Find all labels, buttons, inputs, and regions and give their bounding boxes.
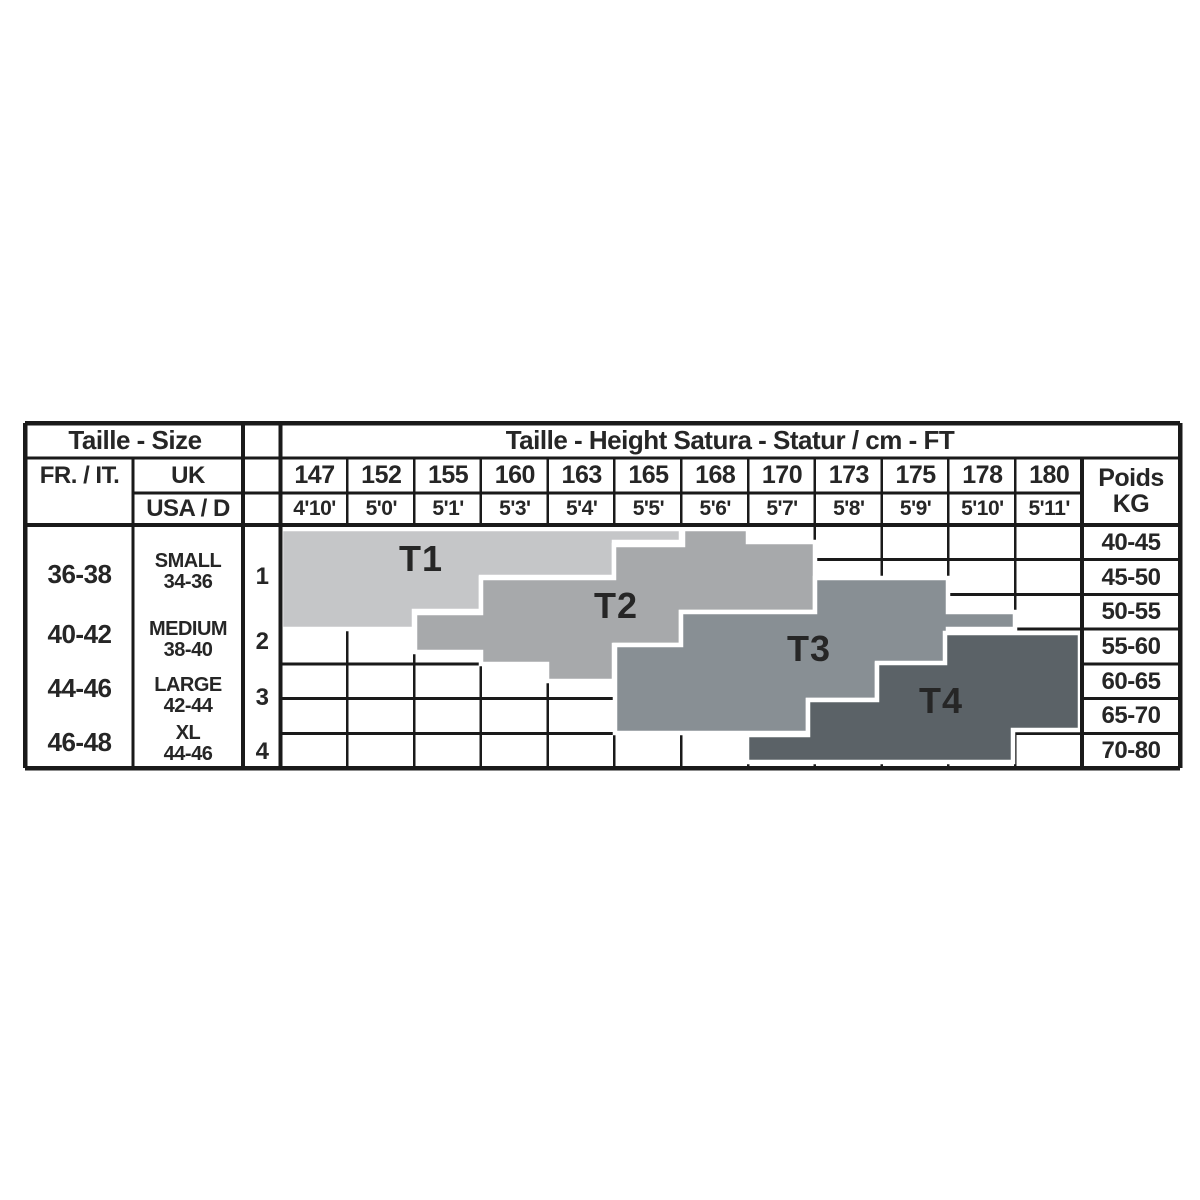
header-uk: UK (171, 461, 205, 489)
size-band-label-T3: T3 (786, 627, 832, 669)
weight-kg-55-60: 55-60 (1101, 633, 1161, 661)
size-fr-it-46-48: 46-48 (47, 727, 112, 758)
weight-kg-70-80: 70-80 (1101, 737, 1161, 765)
size-uk-name: MEDIUM (148, 618, 228, 640)
size-uk-range: 38-40 (163, 639, 213, 661)
height-ft-2: 5'1' (432, 496, 464, 520)
size-uk-range: 44-46 (163, 743, 213, 765)
height-ft-10: 5'10' (961, 496, 1004, 520)
header-kg: KG (1112, 490, 1150, 518)
size-uk-3 (134, 724, 242, 764)
height-cm-165: 165 (628, 461, 669, 490)
height-ft-11: 5'11' (1028, 496, 1070, 520)
height-ft-4: 5'4' (565, 496, 598, 520)
size-uk-range: 34-36 (163, 571, 213, 593)
height-cm-170: 170 (761, 461, 803, 490)
weight-kg-50-55: 50-55 (1101, 598, 1161, 626)
size-uk-0 (134, 552, 242, 592)
height-ft-6: 5'6' (699, 496, 731, 520)
height-cm-168: 168 (695, 461, 736, 490)
size-band-label-T1: T1 (398, 537, 444, 579)
header-usa-d: USA / D (146, 495, 230, 523)
height-ft-5: 5'5' (632, 496, 665, 520)
size-uk-range: 42-44 (163, 695, 213, 717)
size-fr-it-40-42: 40-42 (47, 619, 112, 650)
size-uk-name: XL (175, 722, 201, 744)
height-ft-1: 5'0' (365, 496, 397, 520)
height-cm-175: 175 (895, 461, 936, 490)
main-title: Taille - Height Satura - Statur / cm - FT (505, 424, 955, 455)
height-cm-160: 160 (494, 461, 535, 490)
size-uk-2 (134, 676, 242, 716)
header-fr-it: FR. / IT. (39, 461, 120, 489)
corner-title: Taille - Size (68, 424, 202, 455)
header-poids-kg (1083, 459, 1179, 523)
height-ft-0: 4'10' (293, 496, 336, 520)
height-cm-173: 173 (828, 461, 869, 490)
height-cm-152: 152 (361, 461, 402, 490)
height-ft-3: 5'3' (499, 496, 531, 520)
size-band-label-T2: T2 (593, 584, 639, 626)
size-fr-it-36-38: 36-38 (47, 559, 112, 590)
height-cm-155: 155 (427, 461, 469, 490)
size-index-3: 3 (255, 684, 269, 712)
size-index-4: 4 (255, 738, 269, 766)
height-ft-7: 5'7' (766, 496, 798, 520)
size-band-label-T4: T4 (918, 679, 964, 721)
height-cm-147: 147 (294, 461, 335, 490)
height-ft-8: 5'8' (833, 496, 865, 520)
size-fr-it-44-46: 44-46 (47, 673, 112, 704)
size-uk-name: SMALL (154, 550, 222, 572)
weight-kg-60-65: 60-65 (1101, 667, 1161, 695)
height-cm-178: 178 (962, 461, 1003, 490)
weight-kg-40-45: 40-45 (1101, 528, 1161, 556)
height-cm-163: 163 (561, 461, 602, 490)
header-poids: Poids (1098, 463, 1164, 492)
weight-kg-45-50: 45-50 (1101, 563, 1161, 591)
height-cm-180: 180 (1029, 461, 1070, 490)
size-uk-name: LARGE (154, 674, 222, 696)
size-uk-1 (134, 620, 242, 660)
size-index-2: 2 (255, 628, 269, 656)
size-index-1: 1 (255, 563, 269, 591)
height-ft-9: 5'9' (899, 496, 932, 520)
weight-kg-65-70: 65-70 (1101, 702, 1161, 730)
